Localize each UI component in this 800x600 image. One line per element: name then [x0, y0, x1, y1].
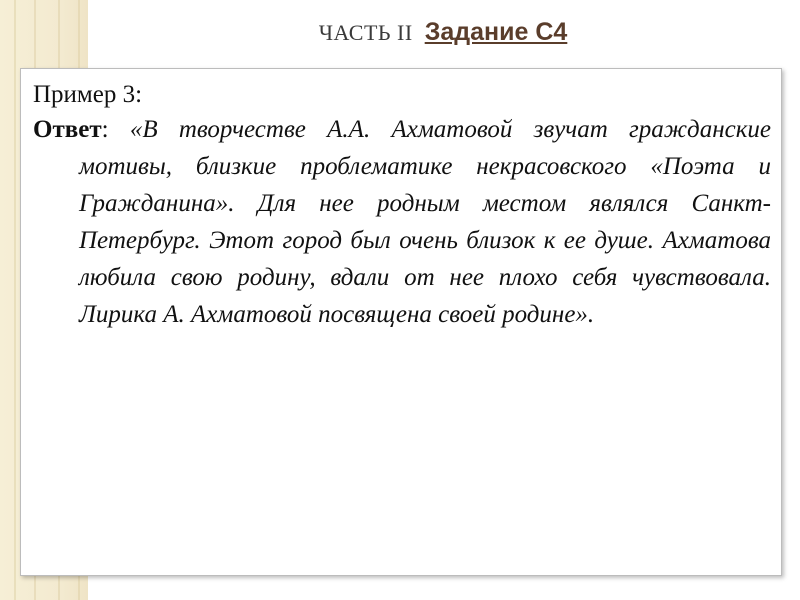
example-label: Пример 3:: [33, 81, 143, 108]
answer-colon: :: [101, 116, 130, 143]
answer-paragraph: [33, 111, 771, 333]
part-label: ЧАСТЬ II: [318, 20, 413, 45]
task-title: Задание С4: [424, 18, 568, 46]
slide-header: [0, 18, 800, 47]
band-stripe: [14, 0, 16, 600]
answer-text: «В творчестве А.А. Ахматовой звучат гражданские мотивы, близкие проблематике некрасовского «Поэта и Гражданина». Для нее родным местом являлся Санкт-Петербург. Этот город был очень близок к ее душе. Ахматова любила свою родину, вдали от нее плохо себя чувствовала. Лирика А. Ахматовой посвящена своей родине».: [79, 116, 771, 328]
content-box: [20, 68, 782, 576]
answer-label: Ответ: [33, 116, 102, 143]
